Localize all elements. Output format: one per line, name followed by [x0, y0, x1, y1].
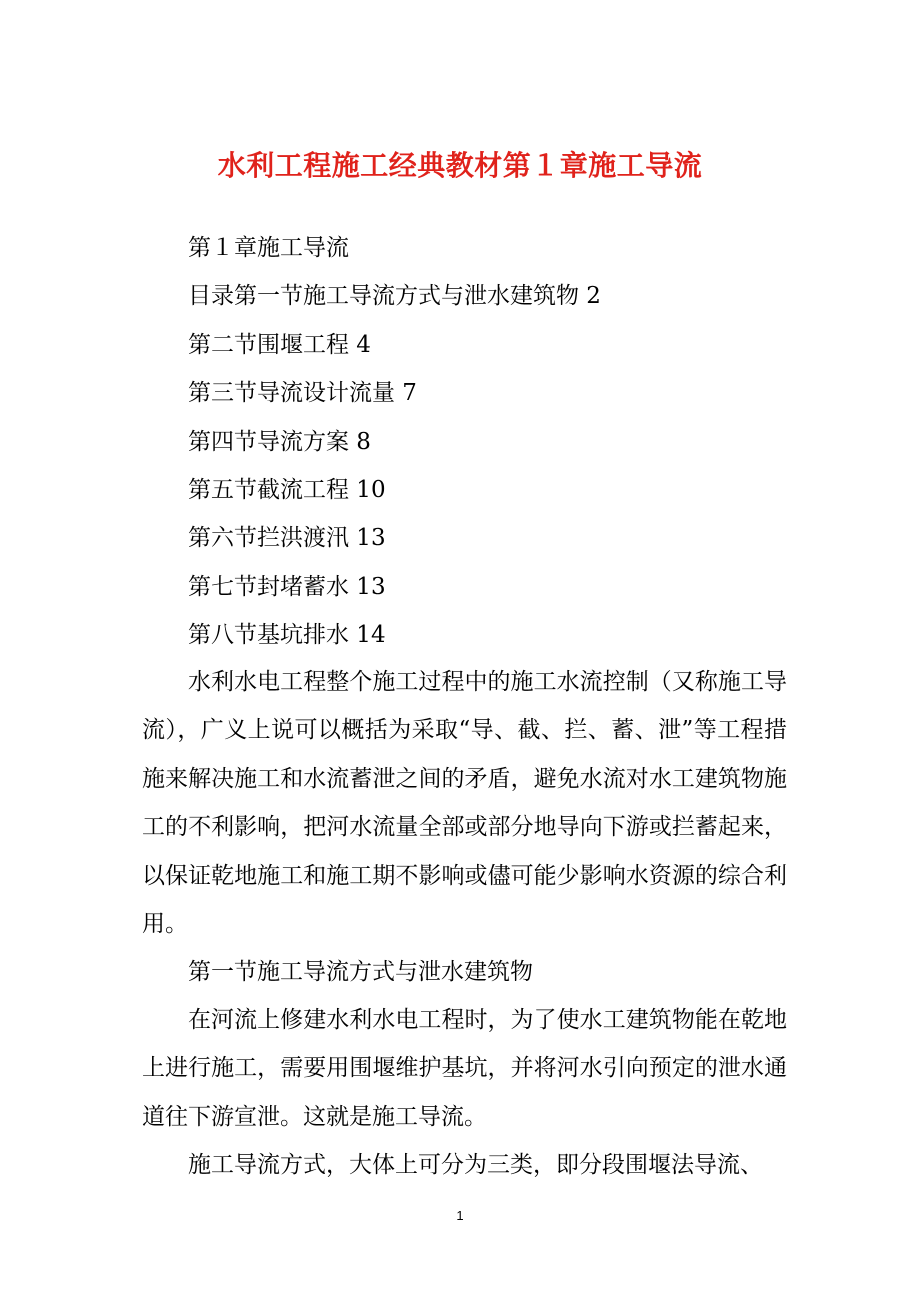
toc-entry: 目录第一节施工导流方式与泄水建筑物 2 — [188, 283, 601, 310]
intro-paragraph: 水利水电工程整个施工过程中的施工水流控制（又称施工导流），广义上说可以概括为采取“导、截、拦、蓄、泄”等工程措施来解决施工和水流蓄泄之间的矛盾，避免水流对水工建筑物施工的不利影响，把河水流量全部或部分地导向下游或拦蓄起来，以保证乾地施工和施工期不影响或儘可能少影响水资源的综合利用。 — [142, 669, 787, 938]
toc-entry: 第二节围堰工程 4 — [188, 331, 371, 358]
page-number: 1 — [456, 1208, 464, 1223]
toc-entry: 第六节拦洪渡汛 13 — [188, 525, 386, 552]
body-paragraph: 在河流上修建水利水电工程时，为了使水工建筑物能在乾地上进行施工，需要用围堰维护基坑，并将河水引向预定的泄水通道往下游宣泄。这就是施工导流。 — [142, 1007, 787, 1130]
toc-entry: 第四节导流方案 8 — [188, 428, 371, 455]
section-heading: 第一节施工导流方式与泄水建筑物 — [188, 959, 533, 985]
toc-entry: 第八节基坑排水 14 — [188, 622, 386, 649]
table-of-contents — [188, 224, 788, 660]
toc-chapter-heading: 第１章施工导流 — [188, 235, 349, 261]
body-paragraph: 施工导流方式，大体上可分为三类，即分段围堰法导流、 — [188, 1152, 763, 1178]
toc-entry: 第七节封堵蓄水 13 — [188, 573, 386, 600]
toc-entry: 第三节导流设计流量 7 — [188, 380, 417, 407]
toc-entry: 第五节截流工程 10 — [188, 476, 386, 503]
document-title: 水利工程施工经典教材第１章施工导流 — [217, 149, 703, 182]
